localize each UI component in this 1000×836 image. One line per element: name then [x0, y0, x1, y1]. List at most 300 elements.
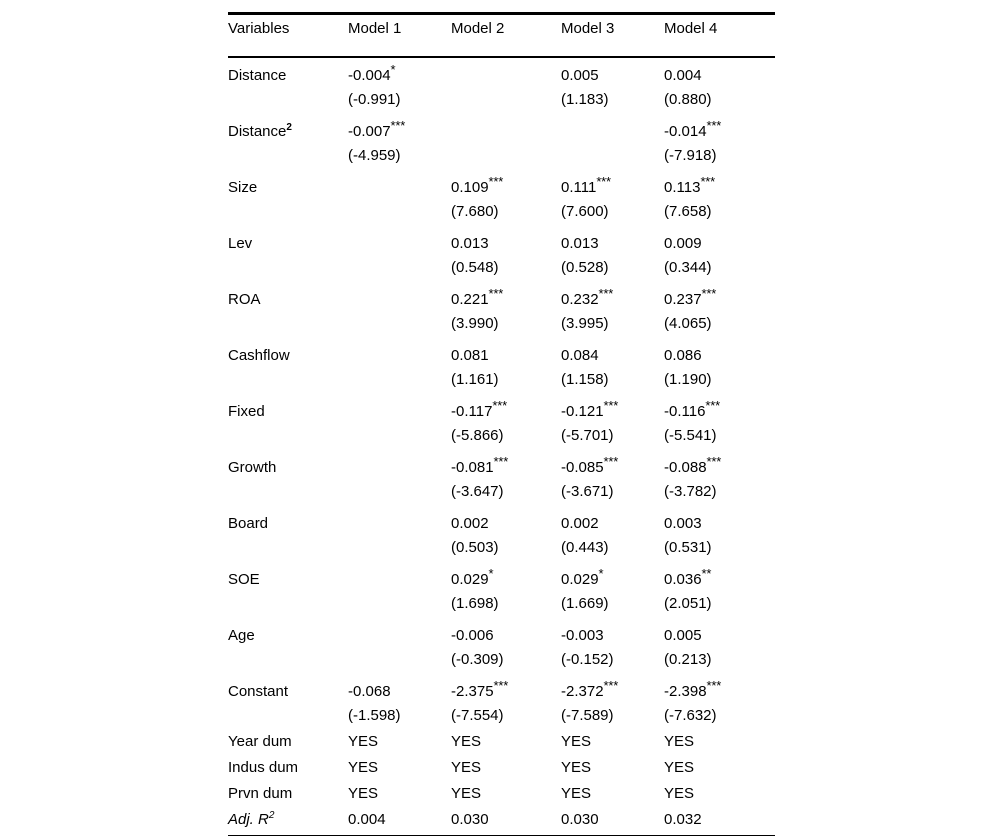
- summary-value-cell: [451, 809, 561, 835]
- header-row: [228, 15, 775, 56]
- variable-name: Distance: [228, 67, 287, 84]
- variable-name: Growth: [228, 459, 277, 476]
- table-row: [228, 651, 775, 675]
- variable-label-cell: [228, 451, 348, 483]
- t-statistic-cell: [451, 203, 561, 227]
- coefficient-cell: [561, 507, 664, 539]
- variable-name-superscript: 2: [268, 810, 275, 821]
- t-statistic-value: (-0.309): [451, 651, 504, 668]
- empty-cell: [561, 123, 565, 140]
- coefficient-value: 0.002: [451, 515, 489, 532]
- significance-stars: ***: [603, 678, 619, 693]
- t-statistic-value: (1.669): [561, 595, 609, 612]
- significance-stars: ***: [700, 174, 716, 189]
- coefficient-value: -0.007: [348, 123, 391, 140]
- significance-stars: ***: [492, 398, 507, 413]
- coefficient-cell: [348, 283, 451, 315]
- empty-cell: [348, 235, 352, 252]
- summary-value-cell: [561, 809, 664, 835]
- significance-stars: *: [598, 566, 604, 581]
- summary-value-cell: [451, 731, 561, 757]
- summary-value: YES: [451, 785, 482, 802]
- coefficient-cell: [664, 395, 775, 427]
- coefficient-value: 0.081: [451, 347, 489, 364]
- variable-label-cell: [228, 783, 348, 809]
- t-statistic-value: [348, 595, 352, 612]
- coefficient-value: 0.237: [664, 291, 702, 308]
- t-statistic-value: (0.880): [664, 91, 712, 108]
- t-statistic-cell: [348, 483, 451, 507]
- variable-label-cell: [228, 809, 348, 835]
- coefficient-cell: [561, 58, 664, 91]
- t-statistic-cell: [451, 651, 561, 675]
- t-statistic-value: (-3.782): [664, 483, 717, 500]
- coefficient-value: -0.068: [348, 683, 391, 700]
- coefficient-cell: [451, 619, 561, 651]
- coefficient-value: -2.375: [451, 683, 494, 700]
- variable-label-cell: [228, 707, 348, 731]
- t-statistic-value: [561, 147, 565, 164]
- coefficient-value: -0.014: [664, 123, 707, 140]
- coefficient-cell: [664, 283, 775, 315]
- coefficient-cell: [451, 395, 561, 427]
- t-statistic-value: (0.548): [451, 259, 499, 276]
- variable-label-cell: [228, 507, 348, 539]
- table-row: [228, 757, 775, 783]
- t-statistic-value: [348, 651, 352, 668]
- table-row: [228, 451, 775, 483]
- t-statistic-value: (0.344): [664, 259, 712, 276]
- variable-label-cell: [228, 731, 348, 757]
- table-row: [228, 203, 775, 227]
- summary-value: YES: [348, 785, 379, 802]
- table-row: [228, 371, 775, 395]
- coefficient-cell: [348, 619, 451, 651]
- t-statistic-cell: [451, 483, 561, 507]
- variable-label-cell: [228, 651, 348, 675]
- variable-label-cell: [228, 427, 348, 451]
- t-statistic-value: [348, 203, 352, 220]
- significance-stars: ***: [596, 174, 611, 189]
- summary-value-cell: [348, 783, 451, 809]
- summary-value: 0.030: [451, 811, 489, 828]
- coefficient-value: 0.029: [451, 571, 489, 588]
- coefficient-value: 0.036: [664, 571, 702, 588]
- summary-value-cell: [348, 757, 451, 783]
- coefficient-value: 0.003: [664, 515, 702, 532]
- t-statistic-value: (1.158): [561, 371, 609, 388]
- t-statistic-cell: [348, 707, 451, 731]
- coefficient-cell: [348, 507, 451, 539]
- table-row: [228, 339, 775, 371]
- t-statistic-cell: [348, 259, 451, 283]
- variable-name: Board: [228, 515, 269, 532]
- summary-value: YES: [561, 733, 592, 750]
- summary-value: YES: [561, 759, 592, 776]
- empty-cell: [348, 291, 352, 308]
- t-statistic-value: (-1.598): [348, 707, 401, 724]
- coefficient-cell: [451, 227, 561, 259]
- variable-label-cell: [228, 227, 348, 259]
- coefficient-value: 0.221: [451, 291, 489, 308]
- regression-results-table: [228, 15, 775, 56]
- summary-value-cell: [451, 783, 561, 809]
- table-header: [228, 15, 775, 56]
- table-row: [228, 595, 775, 619]
- t-statistic-value: (-0.152): [561, 651, 614, 668]
- variable-label-cell: [228, 595, 348, 619]
- coefficient-cell: [664, 675, 775, 707]
- t-statistic-cell: [451, 315, 561, 339]
- coefficient-value: -0.116: [664, 403, 706, 420]
- empty-cell: [348, 179, 352, 196]
- t-statistic-value: (0.503): [451, 539, 499, 556]
- t-statistic-cell: [664, 483, 775, 507]
- table-row: [228, 563, 775, 595]
- coefficient-value: -0.088: [664, 459, 707, 476]
- t-statistic-cell: [348, 315, 451, 339]
- coefficient-value: -0.117: [451, 403, 493, 420]
- coefficient-cell: [664, 619, 775, 651]
- summary-value-cell: [561, 783, 664, 809]
- variable-label-cell: [228, 395, 348, 427]
- coefficient-value: -0.081: [451, 459, 494, 476]
- t-statistic-value: (-5.701): [561, 427, 614, 444]
- t-statistic-cell: [348, 539, 451, 563]
- variable-name: Constant: [228, 683, 289, 700]
- t-statistic-cell: [664, 203, 775, 227]
- t-statistic-value: (-7.632): [664, 707, 717, 724]
- empty-cell: [348, 347, 352, 364]
- coefficient-value: 0.005: [664, 627, 702, 644]
- coefficient-cell: [561, 227, 664, 259]
- coefficient-cell: [561, 339, 664, 371]
- t-statistic-value: [348, 259, 352, 276]
- summary-value: YES: [451, 733, 482, 750]
- t-statistic-value: [348, 483, 352, 500]
- column-header-model-2: Model 2: [451, 20, 505, 37]
- coefficient-cell: [348, 563, 451, 595]
- t-statistic-cell: [451, 91, 561, 115]
- t-statistic-cell: [451, 371, 561, 395]
- table-row: [228, 91, 775, 115]
- t-statistic-cell: [451, 147, 561, 171]
- summary-value: YES: [664, 733, 695, 750]
- summary-value-cell: [664, 757, 775, 783]
- column-header-model-1: Model 1: [348, 20, 402, 37]
- variable-label-cell: [228, 563, 348, 595]
- significance-stars: ***: [705, 398, 720, 413]
- significance-stars: ***: [706, 454, 722, 469]
- coefficient-cell: [451, 451, 561, 483]
- table-row: [228, 427, 775, 451]
- significance-stars: ***: [706, 678, 722, 693]
- t-statistic-cell: [451, 595, 561, 619]
- variable-label-cell: [228, 757, 348, 783]
- coefficient-cell: [451, 507, 561, 539]
- t-statistic-cell: [561, 315, 664, 339]
- t-statistic-value: (-4.959): [348, 147, 401, 164]
- empty-cell: [348, 459, 352, 476]
- variable-label-cell: [228, 539, 348, 563]
- coefficient-value: 0.013: [451, 235, 489, 252]
- variable-label-cell: [228, 315, 348, 339]
- t-statistic-value: (-0.991): [348, 91, 401, 108]
- t-statistic-cell: [451, 427, 561, 451]
- summary-value: YES: [348, 733, 379, 750]
- coefficient-cell: [561, 395, 664, 427]
- variable-label-cell: [228, 147, 348, 171]
- t-statistic-cell: [664, 651, 775, 675]
- variable-label-cell: [228, 483, 348, 507]
- coefficient-value: -0.003: [561, 627, 604, 644]
- coefficient-cell: [561, 283, 664, 315]
- coefficient-value: -0.006: [451, 627, 494, 644]
- t-statistic-cell: [664, 371, 775, 395]
- coefficient-value: -0.004: [348, 67, 391, 84]
- t-statistic-cell: [348, 91, 451, 115]
- t-statistic-cell: [451, 259, 561, 283]
- empty-cell: [348, 627, 352, 644]
- summary-value: YES: [664, 759, 695, 776]
- t-statistic-value: [348, 371, 352, 388]
- t-statistic-cell: [561, 259, 664, 283]
- t-statistic-value: (1.190): [664, 371, 712, 388]
- coefficient-cell: [561, 115, 664, 147]
- t-statistic-value: (-3.671): [561, 483, 614, 500]
- table-body: [228, 58, 775, 835]
- column-header-model-3: Model 3: [561, 20, 615, 37]
- table-row: [228, 58, 775, 91]
- variable-name: Adj. $R^2$: [228, 810, 275, 828]
- t-statistic-value: (3.995): [561, 315, 609, 332]
- coefficient-value: 0.029: [561, 571, 599, 588]
- t-statistic-value: (1.183): [561, 91, 609, 108]
- coefficient-cell: [561, 619, 664, 651]
- table-row: [228, 283, 775, 315]
- t-statistic-cell: [561, 427, 664, 451]
- t-statistic-value: [348, 539, 352, 556]
- t-statistic-cell: [561, 371, 664, 395]
- t-statistic-cell: [664, 315, 775, 339]
- coefficient-cell: [348, 395, 451, 427]
- variable-label-cell: [228, 115, 348, 147]
- significance-stars: ***: [390, 118, 406, 133]
- variable-label-cell: [228, 619, 348, 651]
- t-statistic-cell: [348, 595, 451, 619]
- summary-value-cell: [561, 757, 664, 783]
- summary-value: YES: [664, 785, 695, 802]
- table-row: [228, 395, 775, 427]
- variable-name: ROA: [228, 291, 261, 308]
- table-row: [228, 707, 775, 731]
- t-statistic-value: (-5.866): [451, 427, 504, 444]
- significance-stars: ***: [598, 286, 614, 301]
- column-header-model-4: Model 4: [664, 20, 718, 37]
- coefficient-cell: [664, 563, 775, 595]
- coefficient-cell: [664, 451, 775, 483]
- table-row: [228, 227, 775, 259]
- table-row: [228, 783, 775, 809]
- empty-cell: [348, 515, 352, 532]
- variable-name: Year dum: [228, 733, 292, 750]
- coefficient-cell: [664, 58, 775, 91]
- t-statistic-cell: [561, 707, 664, 731]
- t-statistic-cell: [561, 539, 664, 563]
- coefficient-value: 0.013: [561, 235, 599, 252]
- summary-value: 0.030: [561, 811, 599, 828]
- significance-stars: ***: [701, 286, 717, 301]
- significance-stars: ***: [493, 678, 509, 693]
- coefficient-cell: [451, 563, 561, 595]
- table-row: [228, 259, 775, 283]
- t-statistic-value: (0.443): [561, 539, 609, 556]
- significance-stars: ***: [488, 174, 504, 189]
- coefficient-cell: [348, 58, 451, 91]
- variable-name: Cashflow: [228, 347, 290, 364]
- summary-value-cell: [348, 731, 451, 757]
- t-statistic-value: (-7.554): [451, 707, 504, 724]
- t-statistic-cell: [561, 595, 664, 619]
- t-statistic-value: (7.658): [664, 203, 712, 220]
- summary-value: YES: [561, 785, 592, 802]
- summary-value: 0.032: [664, 811, 702, 828]
- t-statistic-value: (0.213): [664, 651, 712, 668]
- summary-value-cell: [561, 731, 664, 757]
- t-statistic-value: (0.528): [561, 259, 609, 276]
- t-statistic-value: (1.161): [451, 371, 499, 388]
- significance-stars: ***: [603, 398, 619, 413]
- t-statistic-value: (0.531): [664, 539, 712, 556]
- t-statistic-cell: [561, 147, 664, 171]
- variable-name-superscript: 2: [286, 122, 292, 133]
- significance-stars: ***: [706, 118, 722, 133]
- t-statistic-value: (4.065): [664, 315, 712, 332]
- t-statistic-value: (2.051): [664, 595, 712, 612]
- coefficient-cell: [664, 339, 775, 371]
- summary-value-cell: [664, 783, 775, 809]
- table-row: [228, 507, 775, 539]
- coefficient-cell: [451, 283, 561, 315]
- variable-name: Distance$^2$: [228, 122, 292, 140]
- variable-name: Size: [228, 179, 258, 196]
- table-row: [228, 315, 775, 339]
- table-row: [228, 483, 775, 507]
- variable-name: Lev: [228, 235, 253, 252]
- empty-cell: [451, 123, 455, 140]
- t-statistic-cell: [664, 427, 775, 451]
- t-statistic-cell: [561, 483, 664, 507]
- coefficient-value: 0.002: [561, 515, 599, 532]
- table-row: [228, 539, 775, 563]
- variable-label-cell: [228, 675, 348, 707]
- t-statistic-cell: [561, 651, 664, 675]
- coefficient-cell: [451, 115, 561, 147]
- table-row: [228, 731, 775, 757]
- regression-body-table: [228, 58, 775, 835]
- t-statistic-value: [348, 315, 352, 332]
- coefficient-value: 0.109: [451, 179, 489, 196]
- t-statistic-value: (-3.647): [451, 483, 504, 500]
- coefficient-cell: [451, 675, 561, 707]
- coefficient-cell: [348, 451, 451, 483]
- coefficient-value: 0.113: [664, 179, 701, 196]
- coefficient-value: -2.372: [561, 683, 604, 700]
- table-row: [228, 115, 775, 147]
- coefficient-cell: [561, 451, 664, 483]
- t-statistic-cell: [561, 91, 664, 115]
- coefficient-value: 0.004: [664, 67, 702, 84]
- coefficient-cell: [348, 171, 451, 203]
- coefficient-cell: [664, 115, 775, 147]
- significance-stars: ***: [493, 454, 509, 469]
- coefficient-value: 0.232: [561, 291, 599, 308]
- coefficient-value: 0.084: [561, 347, 599, 364]
- coefficient-cell: [451, 171, 561, 203]
- t-statistic-value: (3.990): [451, 315, 499, 332]
- variable-name: SOE: [228, 571, 260, 588]
- t-statistic-cell: [664, 91, 775, 115]
- t-statistic-value: [451, 147, 455, 164]
- coefficient-cell: [451, 339, 561, 371]
- coefficient-value: 0.086: [664, 347, 702, 364]
- coefficient-value: 0.005: [561, 67, 599, 84]
- coefficient-value: 0.111: [561, 179, 597, 196]
- variable-name: Age: [228, 627, 255, 644]
- t-statistic-cell: [348, 371, 451, 395]
- significance-stars: *: [390, 62, 396, 77]
- coefficient-value: 0.009: [664, 235, 702, 252]
- variable-label-cell: [228, 58, 348, 91]
- variable-name: Indus dum: [228, 759, 299, 776]
- t-statistic-cell: [664, 539, 775, 563]
- summary-value: YES: [348, 759, 379, 776]
- summary-value: YES: [451, 759, 482, 776]
- coefficient-cell: [561, 563, 664, 595]
- t-statistic-cell: [451, 707, 561, 731]
- empty-cell: [451, 67, 455, 84]
- t-statistic-cell: [348, 651, 451, 675]
- t-statistic-value: (-7.589): [561, 707, 614, 724]
- coefficient-value: -0.121: [561, 403, 604, 420]
- significance-stars: ***: [488, 286, 504, 301]
- t-statistic-cell: [664, 259, 775, 283]
- significance-stars: ***: [603, 454, 619, 469]
- regression-table-container: [228, 12, 775, 836]
- t-statistic-cell: [348, 203, 451, 227]
- coefficient-cell: [348, 115, 451, 147]
- t-statistic-cell: [664, 707, 775, 731]
- t-statistic-value: [348, 427, 352, 444]
- summary-value-cell: [451, 757, 561, 783]
- significance-stars: *: [488, 566, 494, 581]
- coefficient-cell: [561, 675, 664, 707]
- variable-label-cell: [228, 339, 348, 371]
- t-statistic-cell: [561, 203, 664, 227]
- empty-cell: [348, 571, 352, 588]
- summary-value: 0.004: [348, 811, 386, 828]
- table-row: [228, 809, 775, 835]
- significance-stars: **: [701, 566, 712, 581]
- summary-value-cell: [348, 809, 451, 835]
- t-statistic-value: (1.698): [451, 595, 499, 612]
- variable-label-cell: [228, 203, 348, 227]
- coefficient-cell: [561, 171, 664, 203]
- coefficient-cell: [664, 171, 775, 203]
- t-statistic-cell: [348, 427, 451, 451]
- table-row: [228, 171, 775, 203]
- coefficient-cell: [348, 675, 451, 707]
